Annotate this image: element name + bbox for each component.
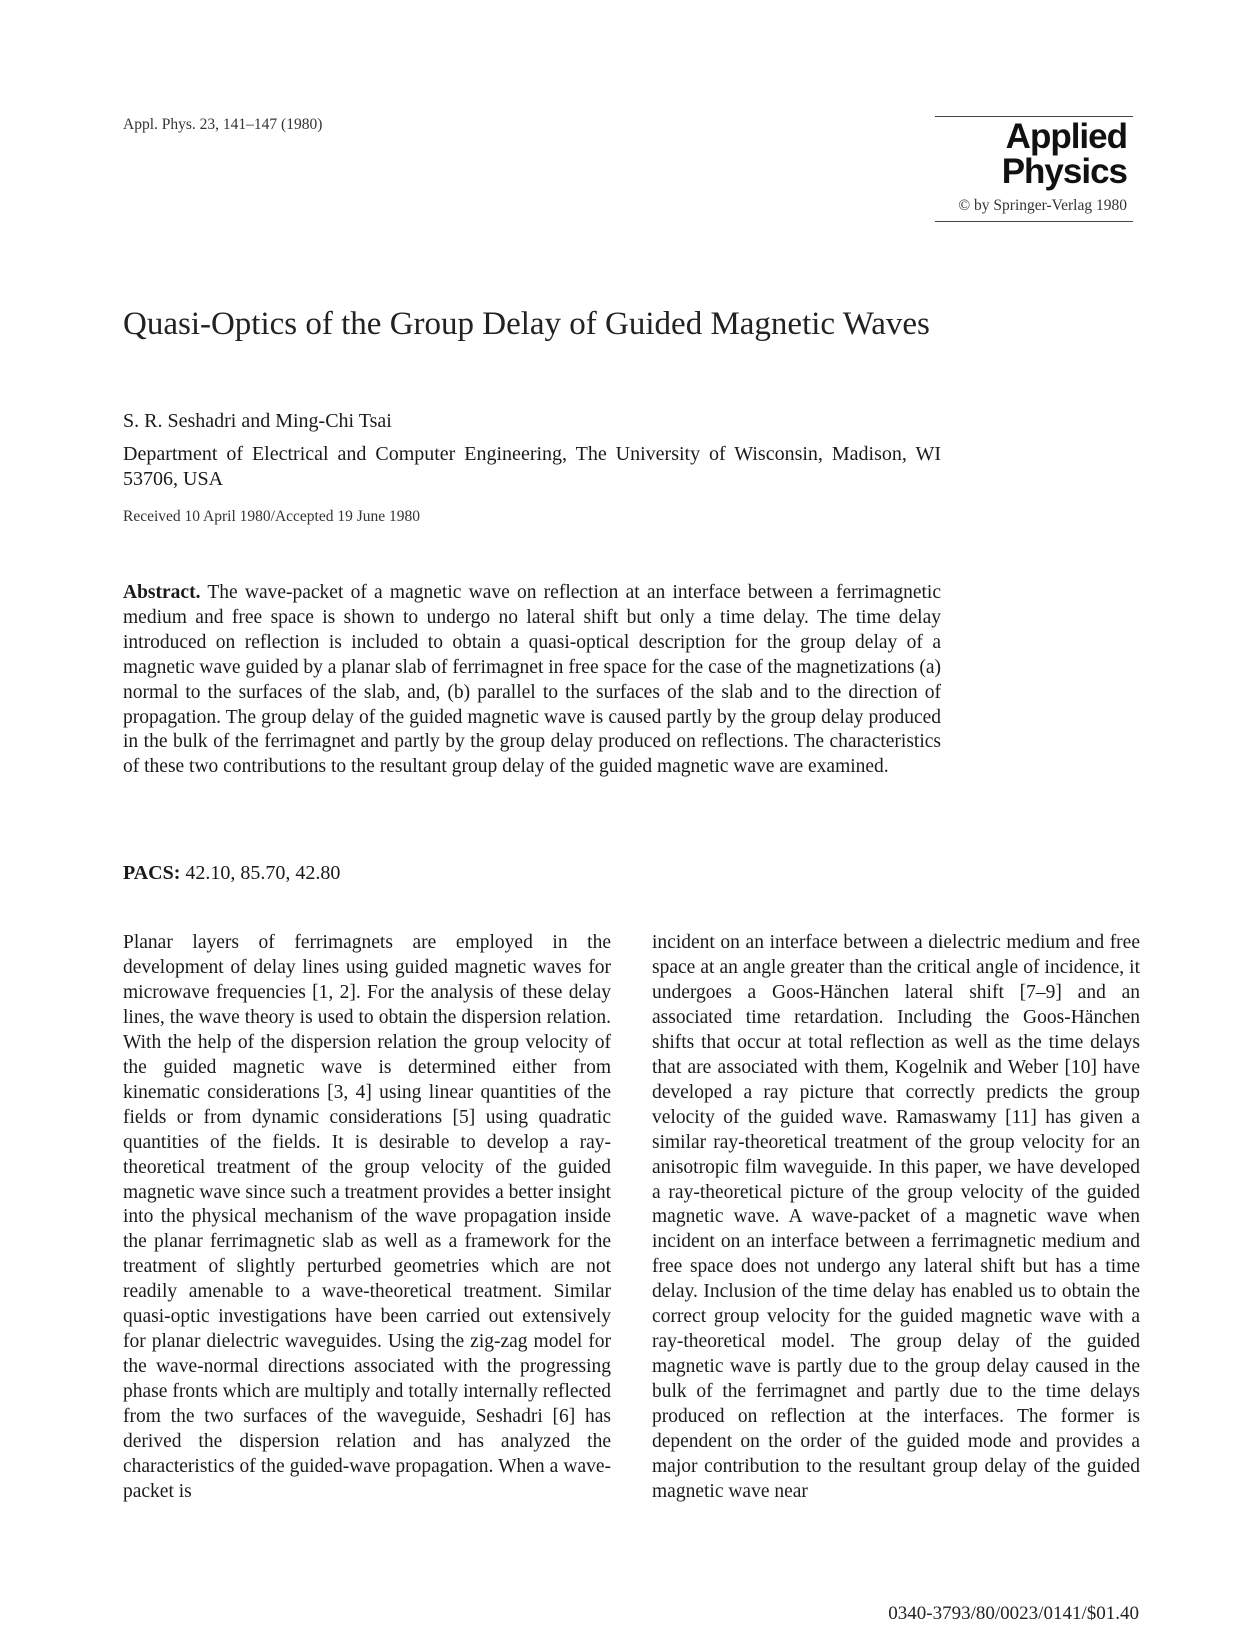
paper-title: Quasi-Optics of the Group Delay of Guided Magnetic Waves (123, 306, 930, 342)
body-paragraph-right: incident on an interface between a dielectric medium and free space at an angle greater than the critical angle of incidence, it undergoes a Goos-Hänchen lateral shift [7–9] and an associated time retardation. Including the Goos-Hänchen shifts that occur at total reflection as well as the time delays that are associated with them, Kogelnik and Weber [10] have developed a ray picture that correctly predicts the group velocity of the guided wave. Ramaswamy [11] has given a similar ray-theoretical treatment of the group velocity for an anisotropic film waveguide. In this paper, we have developed a ray-theoretical picture of the group velocity of the guided magnetic wave. A wave-packet of a magnetic wave when incident on an interface between a ferrimagnetic medium and free space does not undergo any lateral shift but has a time delay. Inclusion of the time delay has enabled us to obtain the correct group velocity for the guided magnetic wave with a ray-theoretical model. The group delay of the guided magnetic wave is partly due to the group delay caused in the bulk of the ferrimagnet and partly due to the time delays produced on reflection at the interfaces. The former is dependent on the order of the guided mode and provides a major contribution to the resultant group delay of the guided magnetic wave near (652, 932, 1140, 1502)
pacs-label: PACS: (123, 862, 181, 884)
abstract (123, 581, 941, 780)
journal-logo-block (935, 116, 1133, 222)
journal-citation: Appl. Phys. 23, 141–147 (1980) (123, 116, 323, 133)
price-code: 0340-3793/80/0023/0141/$01.40 (888, 1603, 1139, 1624)
journal-name-line1: Applied (1005, 117, 1127, 156)
authors: S. R. Seshadri and Ming-Chi Tsai (123, 410, 392, 432)
body-paragraph-left: Planar layers of ferrimagnets are employed in the development of delay lines using guided magnetic waves for microwave frequencies [1, 2]. For the analysis of these delay lines, the wave theory is used to obtain the dispersion relation. With the help of the dispersion relation the group velocity of the guided magnetic wave is determined either from kinematic considerations [3, 4] using linear quantities of the fields or from dynamic considerations [5] using quadratic quantities of the fields. It is desirable to develop a ray-theoretical treatment of the group velocity of the guided magnetic wave since such a treatment provides a better insight into the physical mechanism of the wave propagation inside the planar ferrimagnetic slab as well as a framework for the treatment of slightly perturbed geometries which are not readily amenable to a wave-theoretical treatment. Similar quasi-optic investigations have been carried out extensively for planar dielectric waveguides. Using the zig-zag model for the wave-normal directions associated with the progressing phase fronts which are multiply and totally internally reflected from the two surfaces of the waveguide, Seshadri [6] has derived the dispersion relation and has analyzed the characteristics of the guided-wave propagation. When a wave-packet is (123, 932, 611, 1502)
copyright-notice: © by Springer-Verlag 1980 (958, 197, 1127, 214)
pacs-values: 42.10, 85.70, 42.80 (185, 862, 341, 884)
received-dates: Received 10 April 1980/Accepted 19 June 1980 (123, 508, 421, 525)
abstract-text: The wave-packet of a magnetic wave on reflection at an interface between a ferrimagnetic medium and free space is shown to undergo no lateral shift but only a time delay. The time delay introduced on reflection is included to obtain a quasi-optical description for the group delay of a magnetic wave guided by a planar slab of ferrimagnet in free space for the case of the magnetizations (a) normal to the surfaces of the slab, and, (b) parallel to the surfaces of the slab and to the direction of propagation. The group delay of the guided magnetic wave is caused partly by the group delay produced in the bulk of the ferrimagnet and partly by the group delay produced on reflections. The characteristics of these two contributions to the resultant group delay of the guided magnetic wave are examined. (123, 582, 941, 778)
pacs-line (123, 862, 340, 885)
abstract-label: Abstract. (123, 582, 201, 603)
journal-name-line2: Physics (1001, 152, 1127, 191)
body-column-left (123, 931, 611, 1505)
affiliation: Department of Electrical and Computer Engineering, The University of Wisconsin, Madison, WI 53706, USA (123, 443, 941, 490)
body-column-right (652, 931, 1140, 1505)
